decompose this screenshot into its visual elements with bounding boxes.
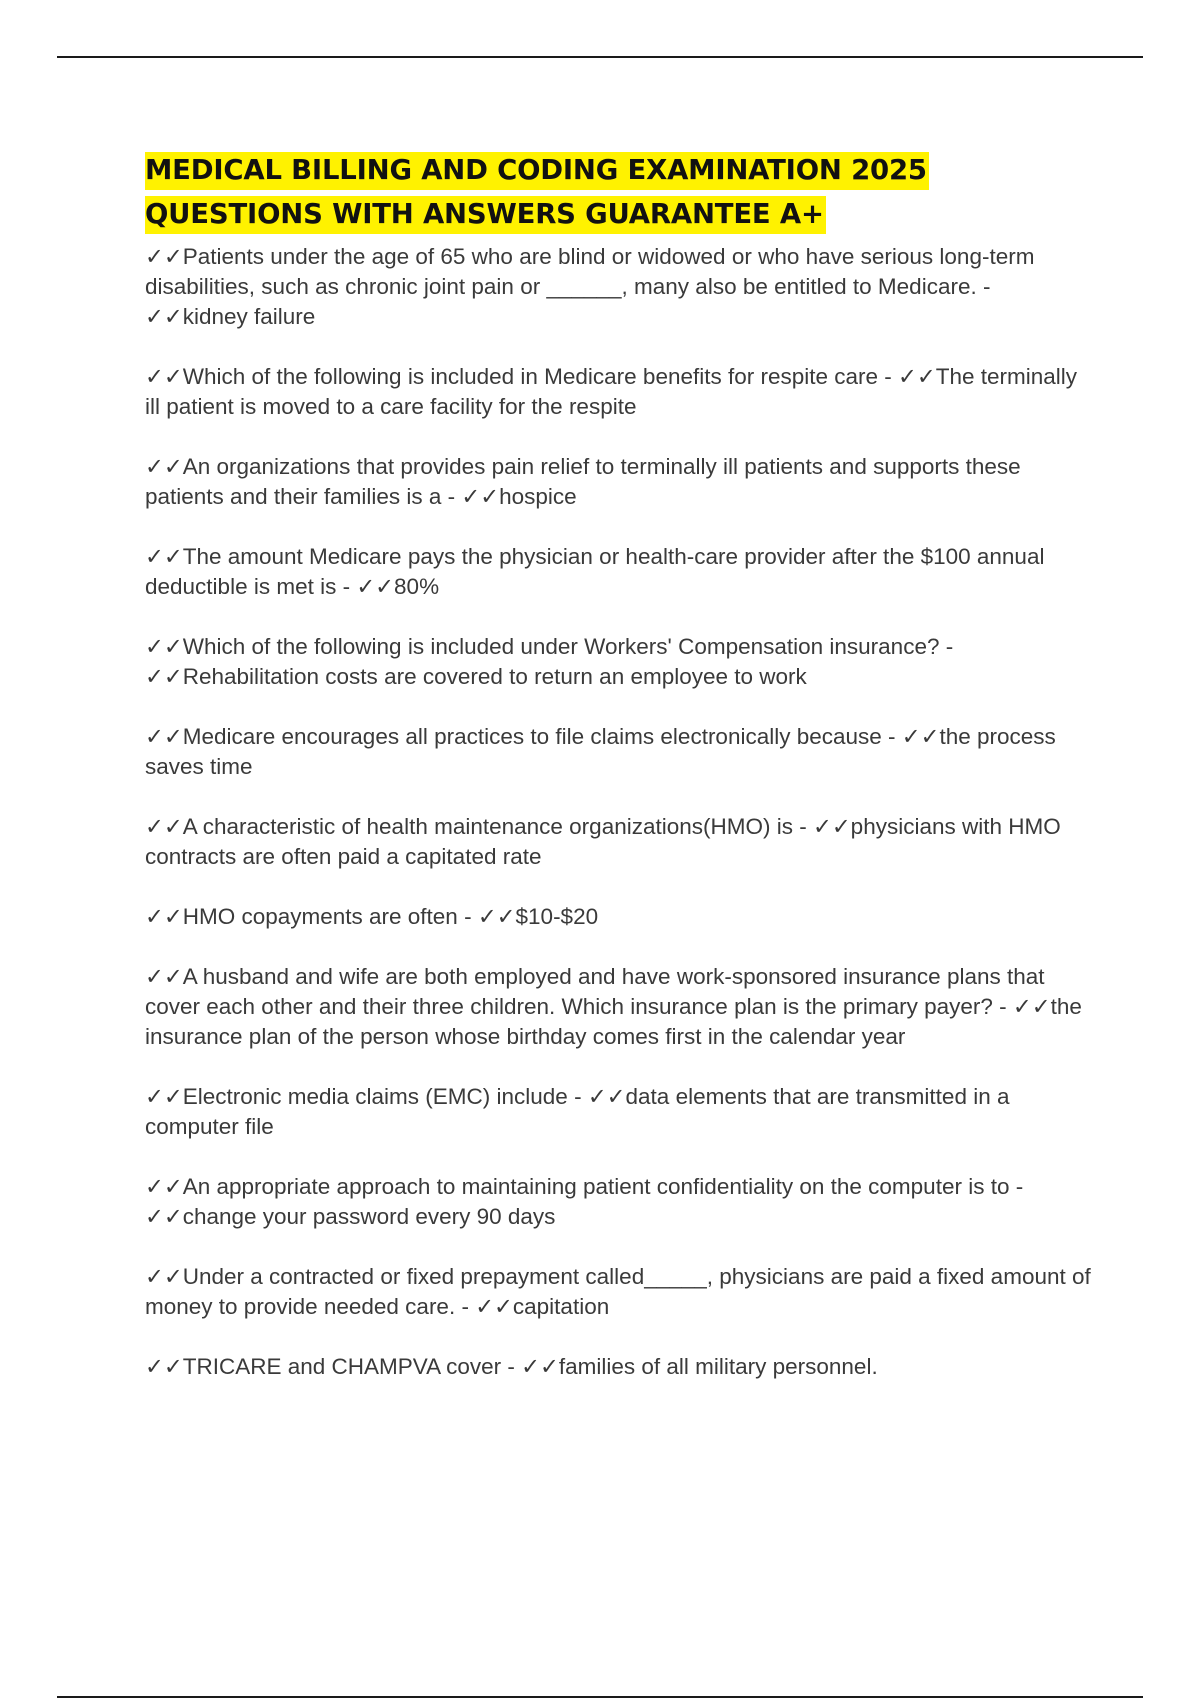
qa-item: ✓✓Patients under the age of 65 who are blind or widowed or who have serious long-term disabilities, such as chronic joint pain or ______, many also be entitled to Medicare. - ✓✓kidney failure xyxy=(145,244,1035,329)
qa-item: ✓✓An appropriate approach to maintaining patient confidentiality on the computer is to - ✓✓change your password every 90 days xyxy=(145,1174,1024,1229)
title-highlight: MEDICAL BILLING AND CODING EXAMINATION 2025 QUESTIONS WITH ANSWERS GUARANTEE A+ xyxy=(145,152,929,234)
qa-item: ✓✓The amount Medicare pays the physician or health-care provider after the $100 annual deductible is met is - ✓✓80% xyxy=(145,544,1045,599)
qa-item: ✓✓TRICARE and CHAMPVA cover - ✓✓families of all military personnel. xyxy=(145,1354,878,1379)
document-title xyxy=(145,148,1095,236)
qa-item: ✓✓HMO copayments are often - ✓✓$10-$20 xyxy=(145,904,599,929)
qa-item: ✓✓Which of the following is included in Medicare benefits for respite care - ✓✓The terminally ill patient is moved to a care facility for the respite xyxy=(145,364,1078,419)
qa-item: ✓✓A husband and wife are both employed and have work-sponsored insurance plans that cover each other and their three children. Which insurance plan is the primary payer? - ✓✓the insurance plan of the person whose birthday comes first in the calendar year xyxy=(145,964,1082,1049)
qa-item: ✓✓Medicare encourages all practices to file claims electronically because - ✓✓the process saves time xyxy=(145,724,1056,779)
top-rule xyxy=(57,56,1143,58)
qa-item: ✓✓Which of the following is included under Workers' Compensation insurance? - ✓✓Rehabilitation costs are covered to return an employee to work xyxy=(145,634,954,689)
bottom-rule xyxy=(57,1696,1143,1698)
qa-item: ✓✓Under a contracted or fixed prepayment called_____, physicians are paid a fixed amount of money to provide needed care. - ✓✓capitation xyxy=(145,1264,1091,1319)
qa-item: ✓✓A characteristic of health maintenance organizations(HMO) is - ✓✓physicians with HMO contracts are often paid a capitated rate xyxy=(145,814,1061,869)
document-body xyxy=(145,148,1095,1412)
qa-item: ✓✓An organizations that provides pain relief to terminally ill patients and supports these patients and their families is a - ✓✓hospice xyxy=(145,454,1021,509)
qa-item: ✓✓Electronic media claims (EMC) include - ✓✓data elements that are transmitted in a computer file xyxy=(145,1084,1010,1139)
qa-list xyxy=(145,242,1095,1382)
